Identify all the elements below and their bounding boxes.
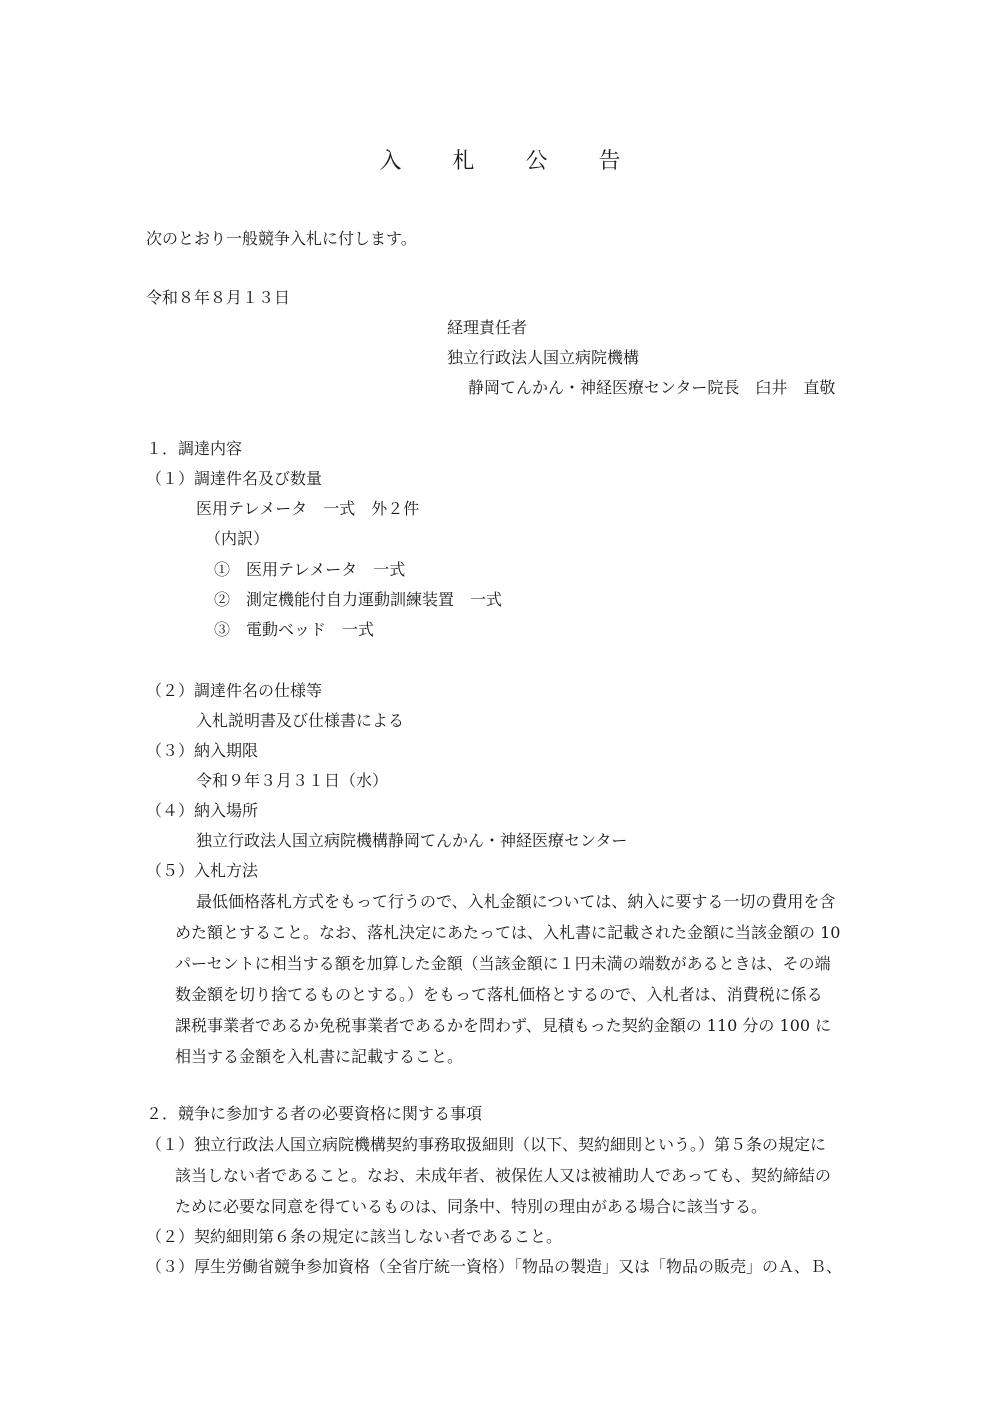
section1-item4-text: 独立行政法人国立病院機構静岡てんかん・神経医療センター [196,831,628,850]
section2-item1-line: 該当しない者であること。なお、未成年者、被保佐人又は被補助人であっても、契約締結の [175,1166,831,1185]
issuer-role: 経理責任者 [447,318,528,337]
section1-item3-heading: （３）納入期限 [146,741,259,760]
section1-item4-heading: （４）納入場所 [146,801,259,820]
section2-item1-line: ために必要な同意を得ているものは、同条中、特別の理由がある場合に該当する。 [175,1197,768,1216]
bidding-method-line: めた額とすること。なお、落札決定にあたっては、入札書に記載された金額に当該金額の 10 [175,923,841,942]
issuer-organization: 独立行政法人国立病院機構 [447,348,640,367]
section2-item1-line: （１）独立行政法人国立病院機構契約事務取扱細則（以下、契約細則という。）第５条の規定に [146,1135,827,1154]
bidding-method-line: 相当する金額を入札書に記載すること。 [175,1047,464,1066]
notice-date: 令和８年８月１３日 [146,288,291,307]
section1-item3-text: 令和９年３月３１日（水） [196,771,389,790]
breakdown-item: ① 医用テレメータ 一式 [214,560,406,579]
section2-item2: （２）契約細則第６条の規定に該当しない者であること。 [146,1227,563,1246]
section1-breakdown-label: （内訳） [205,529,270,548]
bidding-method-line: 最低価格落札方式をもって行うので、入札金額については、納入に要する一切の費用を含 [196,892,836,911]
section1-item1-summary: 医用テレメータ 一式 外２件 [196,499,420,518]
section2-heading: ２．競争に参加する者の必要資格に関する事項 [146,1104,483,1123]
bidding-method-line: パーセントに相当する額を加算した金額（当該金額に１円未満の端数があるときは、その端 [175,954,831,973]
breakdown-item: ② 測定機能付自力運動訓練装置 一式 [214,590,503,609]
breakdown-item: ③ 電動ベッド 一式 [214,620,375,639]
bidding-method-line: 数金額を切り捨てるものとする。）をもって落札価格とするので、入札者は、消費税に係る [175,985,823,1004]
page-title: 入 札 公 告 [379,149,643,174]
section1-item2-heading: （２）調達件名の仕様等 [146,681,323,700]
section2-item3: （３）厚生労働省競争参加資格（全省庁統一資格）「物品の製造」又は「物品の販売」のＡ、Ｂ、 [146,1257,843,1276]
bidding-method-line: 課税事業者であるか免税事業者であるかを問わず、見積もった契約金額の 110 分の 100 に [175,1016,832,1035]
section1-item2-text: 入札説明書及び仕様書による [196,711,405,730]
issuer-name: 静岡てんかん・神経医療センター院長 臼井 直敬 [468,378,836,397]
section1-item1-heading: （１）調達件名及び数量 [146,469,323,488]
section1-item5-heading: （５）入札方法 [146,861,259,880]
intro-text: 次のとおり一般競争入札に付します。 [146,229,417,248]
section1-heading: １．調達内容 [146,439,243,458]
